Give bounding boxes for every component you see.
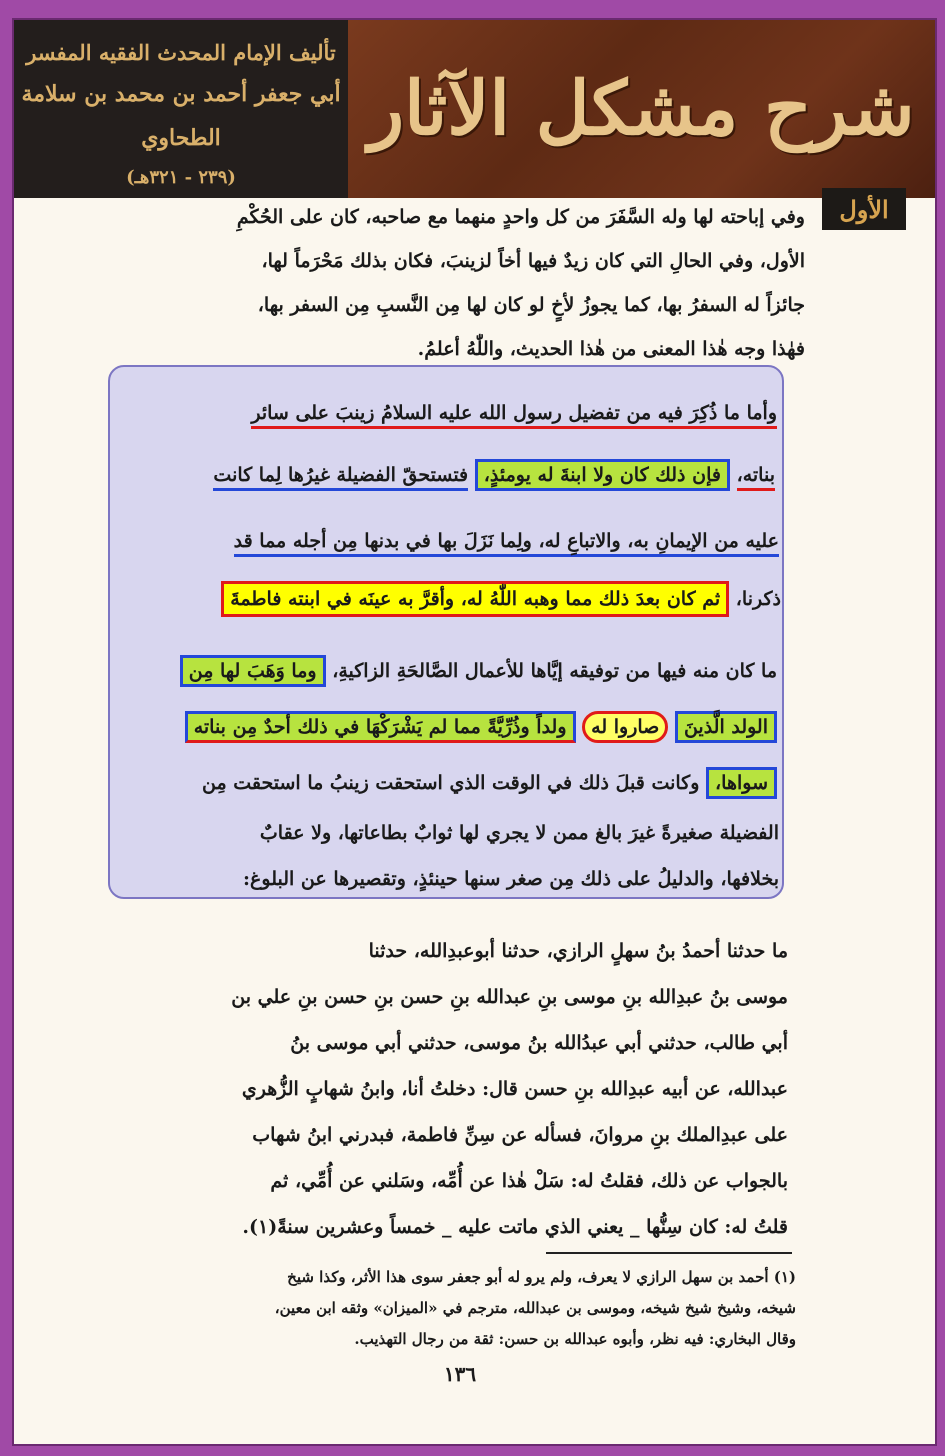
footnote-line: شيخه، وشيخ شيخ شيخه، وموسى بن عبدالله، مترجم في «الميزان» وثقه ابن معين،	[274, 1299, 796, 1317]
footnote-line: (١) أحمد بن سهل الرازي لا يعرف، ولم يرو له أبو جعفر سوى هذا الأثر، وكذا شيخ	[287, 1268, 796, 1286]
text-line: فهٰذا وجه هٰذا المعنى من هٰذا الحديث، واللّٰهُ أعلمُ.	[417, 338, 805, 360]
text-line: قلتُ له: كان سِنُّها _ يعني الذي ماتت عليه _ خمساً وعشرين سنةً(١).	[242, 1216, 788, 1238]
volume-label: الأول	[822, 188, 906, 230]
author-panel	[14, 20, 348, 198]
text-segment: ذكرنا،	[735, 588, 781, 610]
text-segment: الفضيلة صغيرةً غيرَ بالغ ممن لا يجري لها ثوابٌ بطاعاتها، ولا عقابٌ	[259, 822, 779, 844]
box-line-3	[234, 530, 779, 552]
text-segment: ما كان منه فيها من توفيقه إيَّاها للأعمال الصَّالحَةِ الزاكيةِ،	[332, 660, 777, 682]
text-segment: وكانت قبلَ ذلك في الوقت الذي استحقت زينبُ ما استحقت مِن	[201, 772, 700, 794]
paragraph-1	[105, 195, 805, 371]
box-line-7	[202, 772, 777, 794]
text-line: وفي إباحته لها وله السَّفَرَ من كل واحدٍ منهما مع صاحبه، كان على الحُكْمِ	[236, 206, 805, 228]
text-line: عبدالله، عن أبيه عبدِالله بنِ حسن قال: دخلتُ أنا، وابنُ شهابٍ الزُّهري	[241, 1078, 788, 1100]
text-line: أبي طالب، حدثني أبي عبدُالله بنُ موسى، حدثني أبي موسى بنُ	[290, 1032, 788, 1054]
green-highlight: فإن ذلك كان ولا ابنةَ له يومئذٍ،	[475, 459, 730, 491]
book-banner	[14, 20, 935, 198]
red-underline-text: بناته،	[737, 464, 775, 491]
paragraph-3	[108, 928, 788, 1250]
green-highlight: الولد الَّذينَ	[675, 711, 777, 743]
text-line: ما حدثنا أحمدُ بنُ سهلٍ الرازي، حدثنا أبوعبدِالله، حدثنا	[368, 940, 788, 962]
text-line: جائزاً له السفرُ بها، كما يجوزُ لأخٍ لو كان لها مِن النَّسبِ مِن السفر بها،	[257, 294, 805, 316]
box-line-5	[180, 660, 777, 682]
text-line: بالجواب عن ذلك، فقلتُ له: سَلْ هٰذا عن أُمِّه، وسَلني عن أُمِّي، ثم	[270, 1170, 788, 1192]
author-line-1: تأليف الإمام المحدث الفقيه المفسر	[26, 40, 336, 65]
author-line-2: أبي جعفر أحمد بن محمد بن سلامة الطحاوي	[21, 81, 341, 151]
box-line-4	[221, 588, 781, 610]
footnote-divider	[546, 1252, 792, 1254]
red-underline-text: وأما ما ذُكِرَ فيه من تفضيل رسول الله عليه السلامُ زينبَ على سائر	[251, 402, 777, 429]
green-highlight: وما وَهَبَ لها مِن	[180, 655, 326, 687]
green-highlight: سواها،	[706, 767, 777, 799]
box-line-6	[185, 716, 777, 738]
blue-underline-text: فتستحقّ الفضيلة غيرُها لِما كانت	[213, 464, 468, 491]
green-highlight: ولداً وذُرِّيَّةً مما لم يَشْرَكْهَا في ذلك أحدٌ مِن بناته	[185, 711, 576, 743]
box-line-9	[243, 868, 779, 890]
page-number: ١٣٦	[443, 1362, 477, 1386]
author-dates: (٢٣٩ - ٣٢١هـ)	[126, 167, 236, 188]
box-line-2	[213, 464, 775, 486]
box-line-1	[251, 402, 777, 424]
footnote-line: وقال البخاري: فيه نظر، وأبوه عبدالله بن حسن: ثقة من رجال التهذيب.	[354, 1330, 796, 1348]
text-segment: بخلافها، والدليلُ على ذلك مِن صغر سنها حينئذٍ، وتقصيرها عن البلوغ:	[243, 868, 779, 890]
blue-underline-text: عليه من الإيمانِ به، والاتباعِ له، ولِما نَزَلَ بها في بدنها مِن أجله مما قد	[234, 530, 779, 557]
footnote	[128, 1262, 796, 1355]
yellow-highlight: ثم كان بعدَ ذلك مما وهبه اللّٰهُ له، وأقرَّ به عينَه في ابنته فاطمةَ	[221, 581, 729, 617]
text-line: الأول، وفي الحالِ التي كان زيدٌ فيها أخاً لزينبَ، فكان بذلك مَحْرَماً لها،	[261, 250, 805, 272]
highlight-box	[108, 365, 784, 899]
text-line: موسى بنُ عبدِالله بنِ موسى بنِ عبدالله بنِ حسن بنِ حسن بنِ علي بن	[231, 986, 788, 1008]
text-line: على عبدِالملك بنِ مروانَ، فسأله عن سِنِّ فاطمة، فبدرني ابنُ شهاب	[252, 1124, 788, 1146]
box-line-8	[260, 822, 779, 844]
red-oval-highlight: صاروا له	[582, 711, 668, 743]
book-title: شرح مشكل الآثار	[348, 20, 935, 198]
